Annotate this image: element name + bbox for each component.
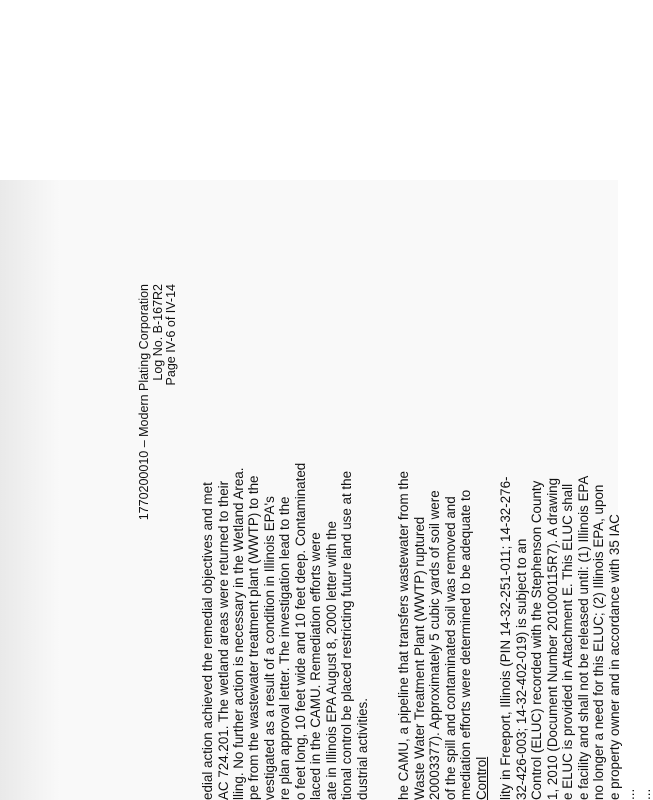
text-line: e ELUC is provided in Attachment E. This ELUC shall xyxy=(560,483,575,800)
paragraph-wetland xyxy=(200,468,247,800)
text-line: re plan approval letter. The investigation lead to the xyxy=(277,496,292,800)
text-line: 1, 2010 (Document Number 201000115R7). A drawing xyxy=(544,477,560,800)
text-line: no longer a need for this ELUC; (2) Illinois EPA, upon xyxy=(591,484,606,800)
header-page-number: Page IV-6 of IV-14 xyxy=(164,284,179,386)
text-line: 20003377). Approximately 5 cubic yards of soil were xyxy=(427,490,442,800)
header-log-number: Log No. B-167R2 xyxy=(150,284,165,381)
text-line: edial action achieved the remedial objectives and met xyxy=(200,482,215,800)
text-line: o feet long, 10 feet wide and 10 feet deep. Contaminated xyxy=(292,462,308,800)
text-line: AC 724.201. The wetland areas were returned to their xyxy=(215,480,231,800)
paragraph-eluc xyxy=(498,476,653,800)
text-line: 32-426-003; 14-32-402-019) is subject to an xyxy=(513,538,529,800)
paragraph-camu xyxy=(396,471,474,800)
text-line: vestigated as a result of a condition in Illinois EPA's xyxy=(261,496,277,800)
rotated-document xyxy=(137,240,653,800)
text-line: laced in the CAMU. Remediation efforts were xyxy=(308,532,323,800)
section-heading: Control xyxy=(474,756,489,800)
page-edge-shadow xyxy=(0,180,60,800)
text-line: lling. No further action is necessary in the Wetland Area. xyxy=(231,467,246,800)
text-line: lity in Freeport, Illinois (PIN 14-32-251-011; 14-32-276- xyxy=(498,476,513,800)
text-line: dustrial activities. xyxy=(354,698,370,800)
text-line: of the spill and contaminated soil was removed and xyxy=(442,496,458,800)
text-line: e facility and shall not be released until: (1) Illinois EPA xyxy=(575,475,591,800)
text-line: ... xyxy=(622,788,637,800)
text-line: ... xyxy=(637,788,653,800)
text-line: Waste Water Treatment Plant (WWTP) ruptured xyxy=(411,516,427,800)
paragraph-pipe xyxy=(246,463,370,800)
page-header xyxy=(138,284,179,520)
text-line: mediation efforts were determined to be adequate to xyxy=(458,489,473,800)
text-line: ate in Illinois EPA August 8, 2000 letter with the xyxy=(323,521,339,800)
header-facility: 1770200010 – Modern Plating Corporation xyxy=(137,284,151,521)
text-line: e property owner and in accordance with 35 IAC xyxy=(606,514,622,800)
text-line: he CAMU, a pipeline that transfers wastewater from the xyxy=(396,471,411,800)
text-line: pe from the wastewater treatment plant (WWTP) to the xyxy=(246,475,261,800)
text-line: Control (ELUC) recorded with the Stephenson County xyxy=(529,480,544,800)
blank-margin xyxy=(0,0,618,180)
text-line: tional control be placed restricting future land use at the xyxy=(339,470,354,800)
